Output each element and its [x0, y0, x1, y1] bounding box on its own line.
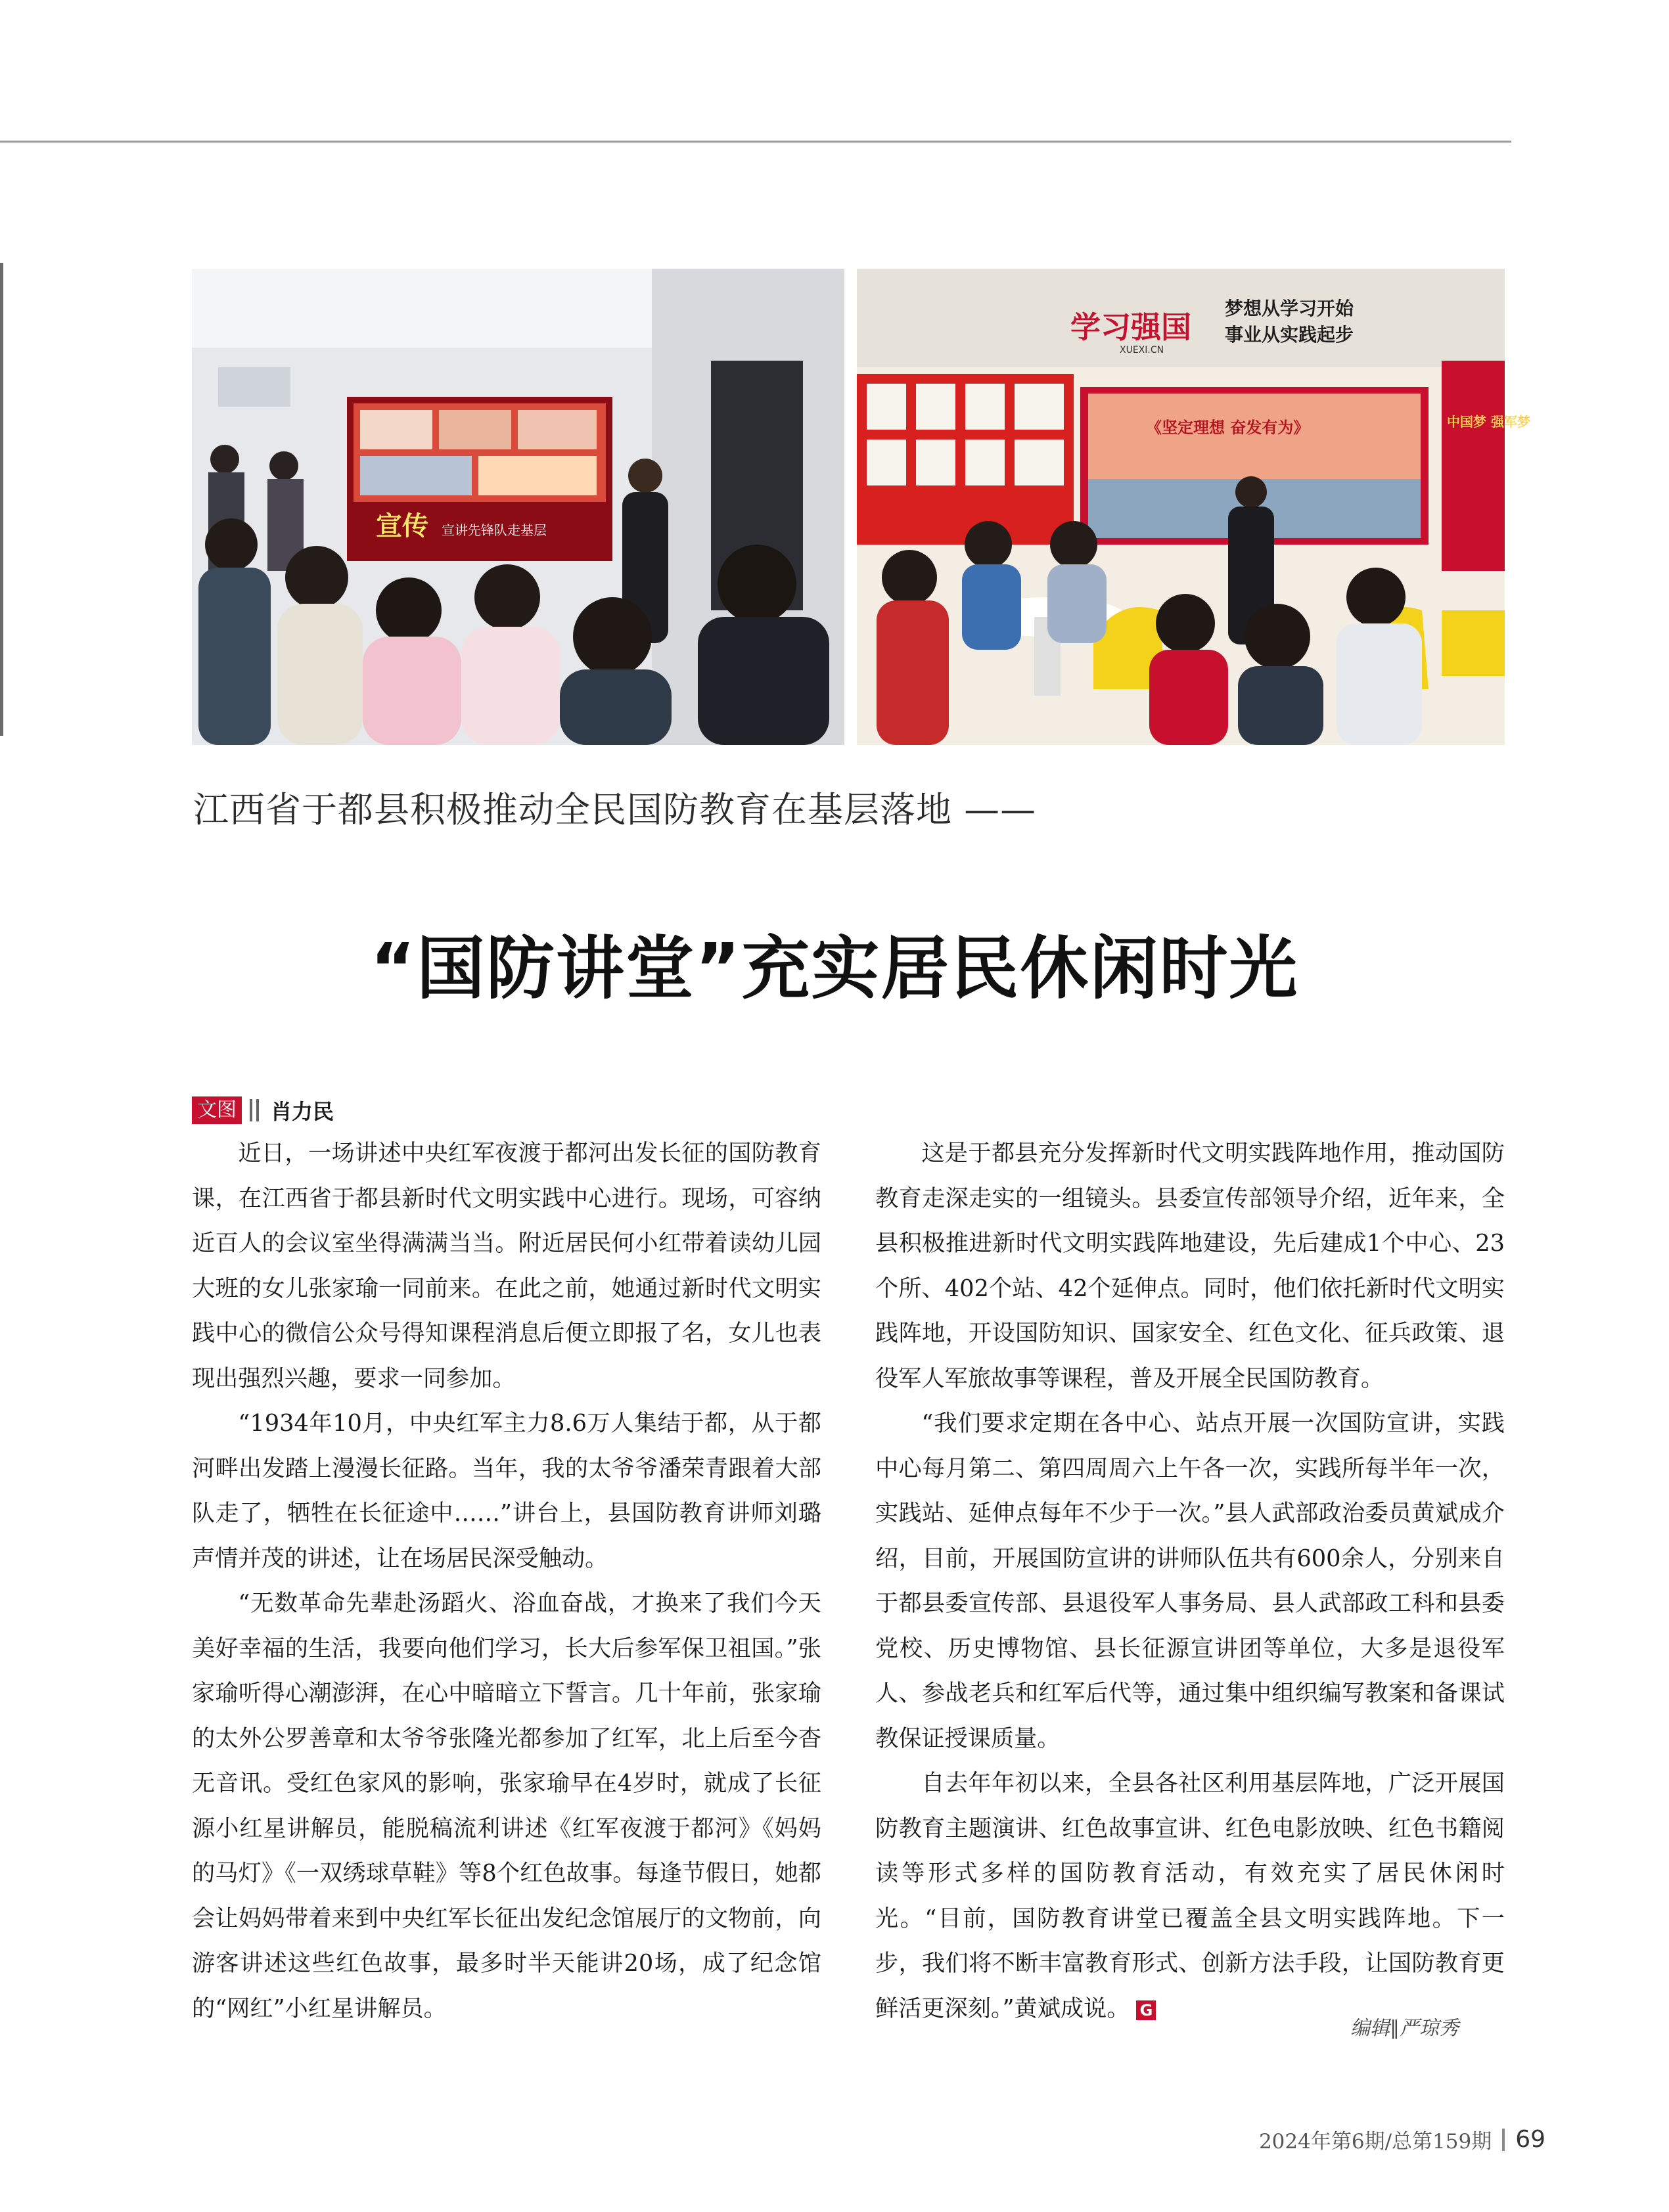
article-subtitle: 江西省于都县积极推动全民国防教育在基层落地 —— [193, 789, 1037, 830]
article-title: “国防讲堂”充实居民休闲时光 [370, 928, 1299, 1008]
end-mark-icon: G [1136, 2000, 1156, 2020]
paragraph: “1934年10月，中央红军主力8.6万人集结于都，从于都河畔出发踏上漫漫长征路。当年，我的太爷爷潘荣青跟着大部队走了，牺牲在长征途中……”讲台上，县国防教育讲师刘璐声情并茂的讲述，让在场居民深受触动。 [192, 1410, 821, 1572]
side-banner: 中国梦 强军梦 [1447, 414, 1530, 430]
byline [192, 1096, 334, 1125]
paragraph-last [875, 1761, 1505, 2031]
photo-study-room [857, 269, 1530, 745]
paragraph-text: 自去年年初以来，全县各社区利用基层阵地，广泛开展国防教育主题演讲、红色故事宣讲、红色电影放映、红色书籍阅读等形式多样的国防教育活动，有效充实了居民休闲时光。“目前，国防教育讲堂已覆盖全县文明实践阵地。下一步，我们将不断丰富教育形式、创新方法手段，让国防教育更鲜活更深刻。”黄斌成说。 [875, 1770, 1505, 2022]
brand-url: XUEXI.CN [1120, 345, 1164, 355]
paragraph: “无数革命先辈赴汤蹈火、浴血奋战，才换来了我们今天美好幸福的生活，我要向他们学习，长大后参军保卫祖国。”张家瑜听得心潮澎湃，在心中暗暗立下誓言。几十年前，张家瑜的太外公罗善章和太爷爷张隆光都参加了红军，北上后至今杳无音讯。受红色家风的影响，张家瑜早在4岁时，就成了长征源小红星讲解员，能脱稿流利讲述《红军夜渡于都河》《妈妈的马灯》《一双绣球草鞋》等8个红色故事。每逢节假日，她都会让妈妈带着来到中央红军长征出发纪念馆展厅的文物前，向游客讲述这些红色故事，最多时半天能讲20场，成了纪念馆的“网红”小红星讲解员。 [192, 1590, 821, 2022]
byline-tag: 文图 [192, 1096, 242, 1124]
slogan-line-1: 梦想从学习开始 [1225, 298, 1354, 319]
screen-headline: 宣传 [376, 511, 428, 541]
byline-separator [250, 1099, 259, 1121]
screen-title: 《坚定理想 奋发有为》 [1146, 418, 1310, 437]
brand-logo: 学习强国 [1070, 309, 1191, 345]
editor-credit: 编辑∥严琼秀 [1350, 2017, 1459, 2040]
body-column-left [192, 1131, 821, 2031]
slogan-line-2: 事业从实践起步 [1225, 324, 1354, 346]
page-number: 69 [1515, 2126, 1545, 2153]
page-footer [1259, 2125, 1545, 2154]
top-rule [0, 141, 1511, 143]
footer-separator [1502, 2129, 1505, 2151]
issue-info: 2024年第6期/总第159期 [1258, 2130, 1492, 2154]
paragraph: 这是于都县充分发挥新时代文明实践阵地作用，推动国防教育走深走实的一组镜头。县委宣传部领导介绍，近年来，全县积极推进新时代文明实践阵地建设，先后建成1个中心、23个所、402个站、42个延伸点。同时，他们依托新时代文明实践阵地，开设国防知识、国家安全、红色文化、征兵政策、退役军人军旅故事等课程，普及开展全民国防教育。 [875, 1140, 1505, 1392]
page-edge-shadow [0, 263, 3, 736]
body-column-right [875, 1131, 1505, 2031]
paragraph: 近日，一场讲述中央红军夜渡于都河出发长征的国防教育课，在江西省于都县新时代文明实践中心进行。现场，可容纳近百人的会议室坐得满满当当。附近居民何小红带着读幼儿园大班的女儿张家瑜一同前来。在此之前，她通过新时代文明实践中心的微信公众号得知课程消息后便立即报了名，女儿也表现出强烈兴趣，要求一同参加。 [192, 1140, 821, 1392]
photo-lecture-hall [192, 269, 844, 745]
paragraph: “我们要求定期在各中心、站点开展一次国防宣讲，实践中心每月第二、第四周周六上午各一次，实践所每半年一次，实践站、延伸点每年不少于一次。”县人武部政治委员黄斌成介绍，目前，开展国防宣讲的讲师队伍共有600余人，分别来自于都县委宣传部、县退役军人事务局、县人武部政工科和县委党校、历史博物馆、县长征源宣讲团等单位，大多是退役军人、参战老兵和红军后代等，通过集中组织编写教案和备课试教保证授课质量。 [875, 1410, 1505, 1752]
screen-subline: 宣讲先锋队走基层 [442, 522, 547, 538]
byline-author: 肖力民 [271, 1099, 334, 1124]
